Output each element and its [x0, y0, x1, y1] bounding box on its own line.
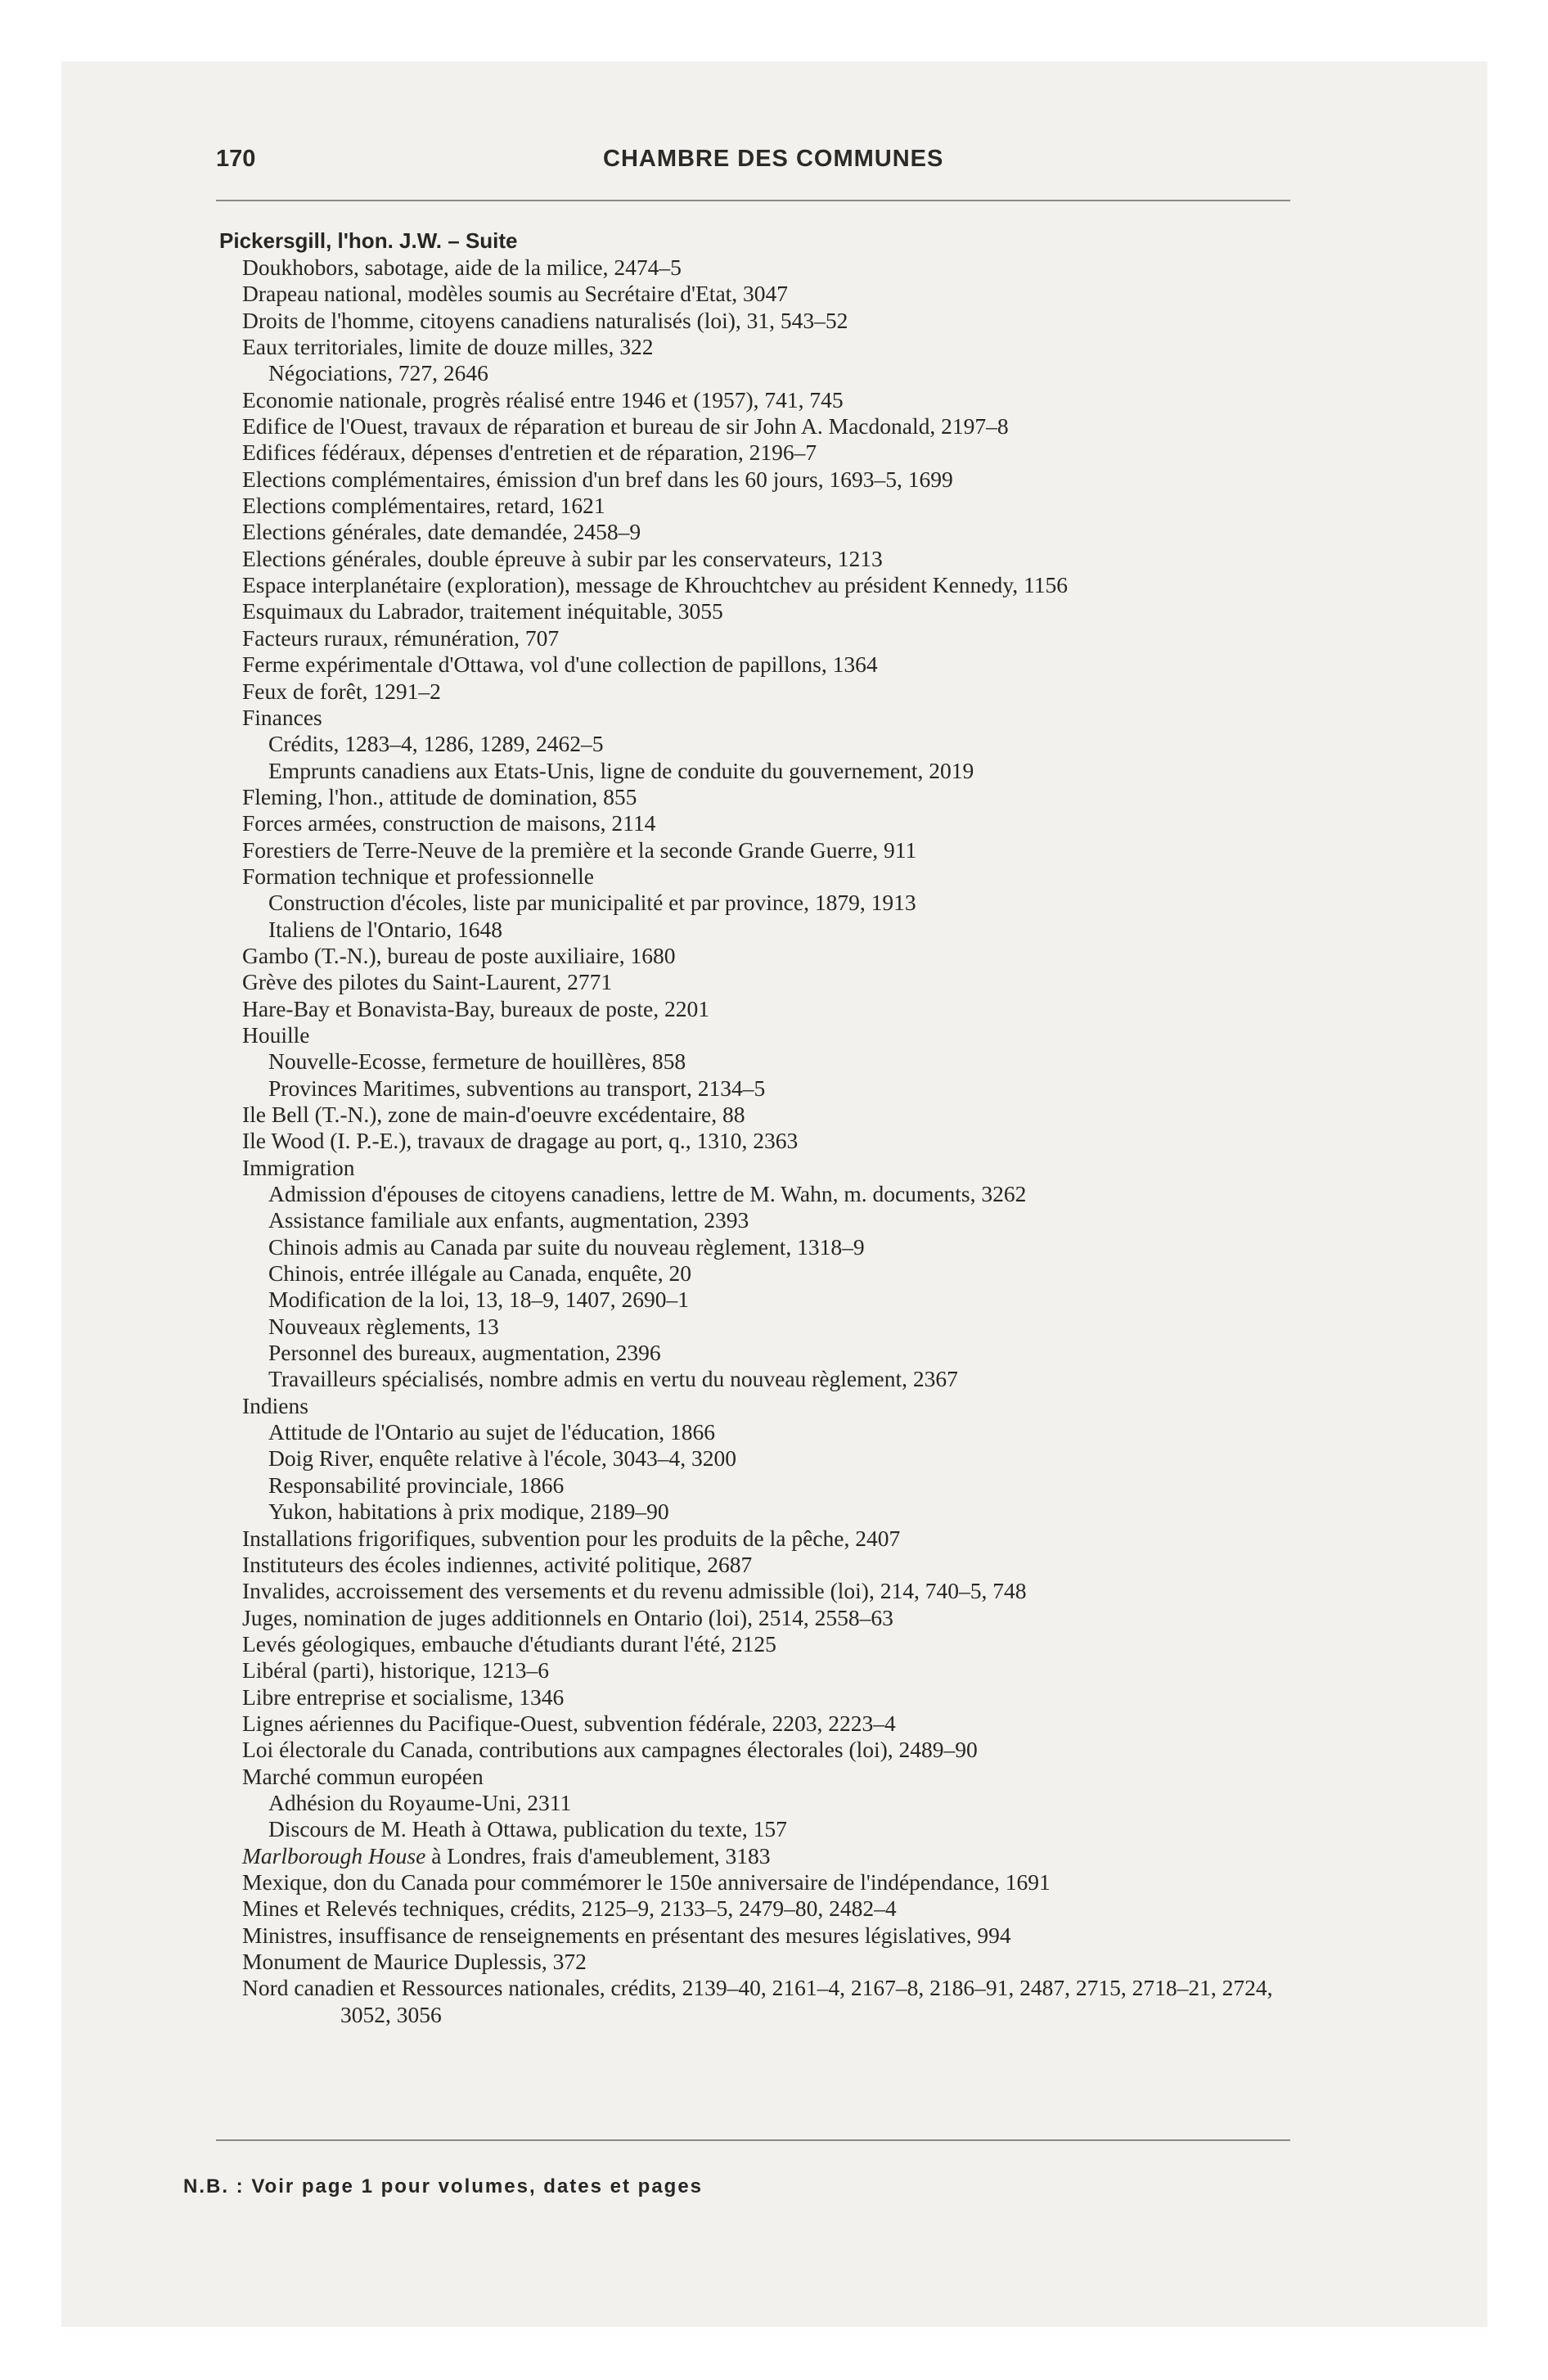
- index-entry: Feux de forêt, 1291–2: [242, 678, 441, 704]
- index-entry: Lignes aériennes du Pacifique-Ouest, subvention fédérale, 2203, 2223–4: [242, 1710, 896, 1736]
- index-subentry: Yukon, habitations à prix modique, 2189–90: [268, 1499, 669, 1525]
- index-entry: Facteurs ruraux, rémunération, 707: [242, 624, 560, 651]
- index-entry: Houille: [242, 1021, 310, 1048]
- index-entry: Monument de Maurice Duplessis, 372: [242, 1949, 587, 1974]
- page-number: 170: [216, 146, 256, 172]
- index-subentry: Crédits, 1283–4, 1286, 1289, 2462–5: [268, 731, 604, 757]
- index-entry: Hare-Bay et Bonavista-Bay, bureaux de poste, 2201: [242, 995, 709, 1021]
- index-entry: Edifice de l'Ouest, travaux de réparation et bureau de sir John A. Macdonald, 2197–8: [242, 413, 1009, 439]
- index-entry: Marché commun européen: [242, 1763, 484, 1789]
- index-entry: Immigration: [242, 1154, 355, 1180]
- index-subentry: Doig River, enquête relative à l'école, 3043–4, 3200: [268, 1445, 737, 1472]
- index-entry: Esquimaux du Labrador, traitement inéquitable, 3055: [242, 598, 723, 624]
- index-entry: Grève des pilotes du Saint-Laurent, 2771: [242, 969, 613, 995]
- index-entry: Forestiers de Terre-Neuve de la première et la seconde Grande Guerre, 911: [242, 836, 917, 863]
- index-entry: Invalides, accroissement des versements et du revenu admissible (loi), 214, 740–5, 748: [242, 1578, 1027, 1604]
- index-entry: Espace interplanétaire (exploration), message de Khrouchtchev au président Kennedy, 1156: [242, 572, 1068, 598]
- index-entry: Finances: [242, 704, 322, 730]
- index-subentry: Attitude de l'Ontario au sujet de l'éducation, 1866: [268, 1419, 716, 1445]
- index-entry: Fleming, l'hon., attitude de domination, 855: [242, 783, 637, 809]
- index-subentry: Assistance familiale aux enfants, augmentation, 2393: [268, 1207, 749, 1233]
- index-entry: Mines et Relevés techniques, crédits, 2125–9, 2133–5, 2479–80, 2482–4: [242, 1895, 897, 1922]
- index-subentry: Négociations, 727, 2646: [268, 360, 488, 386]
- index-subentry: Personnel des bureaux, augmentation, 2396: [268, 1340, 661, 1366]
- page-header: [155, 146, 1301, 187]
- index-subentry: Nouveaux règlements, 13: [268, 1313, 499, 1339]
- index-entry: Doukhobors, sabotage, aide de la milice, 2474–5: [242, 255, 682, 280]
- index-entry: Gambo (T.-N.), bureau de poste auxiliaire, 1680: [242, 942, 676, 968]
- index-subentry: Emprunts canadiens aux Etats-Unis, ligne de conduite du gouvernement, 2019: [268, 757, 974, 783]
- index-subentry: Travailleurs spécialisés, nombre admis en vertu du nouveau règlement, 2367: [268, 1366, 958, 1392]
- index-entry: Elections générales, double épreuve à subir par les conservateurs, 1213: [242, 545, 883, 571]
- index-entry: Economie nationale, progrès réalisé entre 1946 et (1957), 741, 745: [242, 386, 844, 412]
- index-entry: Elections complémentaires, émission d'un bref dans les 60 jours, 1693–5, 1699: [242, 466, 953, 492]
- running-title: CHAMBRE DES COMMUNES: [603, 146, 944, 172]
- index-entry: Forces armées, construction de maisons, 2114: [242, 810, 656, 836]
- index-entry: Drapeau national, modèles soumis au Secrétaire d'Etat, 3047: [242, 281, 789, 307]
- index-entry: Instituteurs des écoles indiennes, activité politique, 2687: [242, 1551, 753, 1577]
- index-entry: Droits de l'homme, citoyens canadiens naturalisés (loi), 31, 543–52: [242, 307, 848, 333]
- index-subentry: Admission d'épouses de citoyens canadiens, lettre de M. Wahn, m. documents, 3262: [268, 1181, 1027, 1207]
- index-entry: Nord canadien et Ressources nationales, crédits, 2139–40, 2161–4, 2167–8, 2186–91, 2487, 2715, 2718–21, 2724, 3052, 3056: [242, 1975, 1273, 2027]
- index-subentry: Italiens de l'Ontario, 1648: [268, 916, 502, 942]
- index-subentry: Chinois admis au Canada par suite du nouveau règlement, 1318–9: [268, 1233, 865, 1260]
- entry-italic-term: Marlborough House: [242, 1842, 426, 1868]
- section-heading: Pickersgill, l'hon. J.W. – Suite: [219, 228, 518, 253]
- index-entry: [242, 1843, 1306, 1869]
- index-entry: Formation technique et professionnelle: [242, 863, 594, 889]
- index-entry: Ferme expérimentale d'Ottawa, vol d'une collection de papillons, 1364: [242, 651, 878, 678]
- index-subentry: Adhésion du Royaume-Uni, 2311: [268, 1789, 572, 1815]
- index-entry: Indiens: [242, 1392, 308, 1418]
- index-subentry: Provinces Maritimes, subventions au transport, 2134–5: [268, 1075, 766, 1101]
- footnote: N.B. : Voir page 1 pour volumes, dates et pages: [183, 2175, 704, 2197]
- index-entry: Libre entreprise et socialisme, 1346: [242, 1684, 565, 1710]
- index-entry: Elections générales, date demandée, 2458–9: [242, 519, 641, 545]
- index-subentry: Construction d'écoles, liste par municipalité et par province, 1879, 1913: [268, 890, 916, 916]
- index-entry: Ministres, insuffisance de renseignements en présentant des mesures législatives, 994: [242, 1922, 1011, 1948]
- index-subentry: Discours de M. Heath à Ottawa, publication du texte, 157: [268, 1816, 787, 1842]
- index-entry: Edifices fédéraux, dépenses d'entretien et de réparation, 2196–7: [242, 439, 817, 466]
- index-entries: [242, 255, 1306, 2028]
- index-entry: Levés géologiques, embauche d'étudiants durant l'été, 2125: [242, 1630, 776, 1657]
- index-entry: Juges, nomination de juges additionnels en Ontario (loi), 2514, 2558–63: [242, 1604, 893, 1630]
- index-subentry: Chinois, entrée illégale au Canada, enquête, 20: [268, 1260, 691, 1287]
- index-subentry: Nouvelle-Ecosse, fermeture de houillères, 858: [268, 1048, 686, 1075]
- index-entry: Mexique, don du Canada pour commémorer le 150e anniversaire de l'indépendance, 1691: [242, 1868, 1051, 1895]
- index-entry: Ile Bell (T.-N.), zone de main-d'oeuvre excédentaire, 88: [242, 1102, 745, 1127]
- index-entry: Ile Wood (I. P.-E.), travaux de dragage au port, q., 1310, 2363: [242, 1128, 799, 1154]
- footer-rule: [216, 2139, 1290, 2141]
- entry-text: à Londres, frais d'ameublement, 3183: [425, 1842, 771, 1868]
- header-rule: [216, 200, 1290, 201]
- index-entry: Eaux territoriales, limite de douze milles, 322: [242, 334, 654, 360]
- index-subentry: Modification de la loi, 13, 18–9, 1407, 2690–1: [268, 1287, 690, 1313]
- index-entry: Loi électorale du Canada, contributions aux campagnes électorales (loi), 2489–90: [242, 1737, 978, 1763]
- index-entry: Libéral (parti), historique, 1213–6: [242, 1657, 549, 1684]
- index-entry: Elections complémentaires, retard, 1621: [242, 493, 605, 519]
- index-subentry: Responsabilité provinciale, 1866: [268, 1472, 565, 1498]
- index-entry: Installations frigorifiques, subvention pour les produits de la pêche, 2407: [242, 1525, 901, 1551]
